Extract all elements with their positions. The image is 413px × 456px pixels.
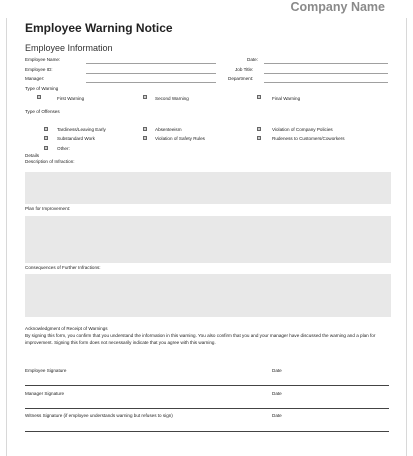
witness-signature-line[interactable] xyxy=(25,431,389,432)
absenteeism-checkbox[interactable] xyxy=(143,127,147,131)
first-warning-checkbox[interactable] xyxy=(37,95,41,99)
page-border-left xyxy=(6,18,7,456)
manager-label: Manager: xyxy=(25,76,45,81)
tardiness-label: Tardiness/Leaving Early xyxy=(57,127,106,132)
tardiness-checkbox[interactable] xyxy=(44,127,48,131)
plan-field[interactable] xyxy=(25,216,391,263)
rudeness-checkbox[interactable] xyxy=(257,136,261,140)
department-label: Department: xyxy=(228,76,254,81)
company-name: Company Name xyxy=(290,0,385,14)
rudeness-label: Rudeness to Customers/Coworkers xyxy=(272,136,345,141)
manager-field[interactable] xyxy=(86,82,216,83)
employee-info-heading: Employee Information xyxy=(25,43,113,53)
department-field[interactable] xyxy=(264,82,388,83)
page-title: Employee Warning Notice xyxy=(25,21,173,35)
final-warning-checkbox[interactable] xyxy=(257,95,261,99)
acknowledgment-heading: Acknowledgment of Receipt of Warnings xyxy=(25,326,108,331)
date-label: Date: xyxy=(247,57,258,62)
plan-label: Plan for Improvement: xyxy=(25,206,71,211)
date-field[interactable] xyxy=(264,63,388,64)
employee-id-field[interactable] xyxy=(86,73,216,74)
substandard-work-checkbox[interactable] xyxy=(44,136,48,140)
employee-name-label: Employee Name: xyxy=(25,57,61,62)
page-border-right xyxy=(406,18,407,456)
substandard-work-label: Substandard Work xyxy=(57,136,95,141)
safety-rules-checkbox[interactable] xyxy=(143,136,147,140)
description-label: Description of Infraction: xyxy=(25,159,75,164)
employee-name-field[interactable] xyxy=(86,63,216,64)
first-warning-label: First Warning xyxy=(57,96,85,101)
manager-signature-label: Manager Signature xyxy=(25,391,65,396)
company-policies-label: Violation of Company Policies xyxy=(272,127,333,132)
second-warning-checkbox[interactable] xyxy=(143,95,147,99)
manager-date-label: Date xyxy=(272,391,282,396)
consequences-label: Consequences of Further Infractions: xyxy=(25,265,101,270)
consequences-field[interactable] xyxy=(25,274,391,317)
acknowledgment-text: By signing this form, you confirm that you understand the information in this warning. You also confirm that you and your manager have discussed the warning and a plan for improvement. Signing this form does not necessarily indicate that you agree with this warning. xyxy=(25,333,376,345)
description-field[interactable] xyxy=(25,172,391,204)
type-of-offenses-heading: Type of Offenses xyxy=(25,109,60,114)
employee-signature-label: Employee Signature xyxy=(25,368,67,373)
employee-date-label: Date xyxy=(272,368,282,373)
job-title-label: Job Title: xyxy=(235,67,254,72)
witness-signature-label: Witness Signature (if employee understands warning but refuses to sign) xyxy=(25,413,173,418)
employee-signature-line[interactable] xyxy=(25,385,389,386)
company-policies-checkbox[interactable] xyxy=(257,127,261,131)
final-warning-label: Final Warning xyxy=(272,96,301,101)
safety-rules-label: Violation of Safety Rules xyxy=(155,136,205,141)
employee-id-label: Employee ID: xyxy=(25,67,53,72)
type-of-warning-heading: Type of Warning xyxy=(25,86,59,91)
other-label: Other: xyxy=(57,146,70,151)
witness-date-label: Date xyxy=(272,413,282,418)
job-title-field[interactable] xyxy=(264,73,388,74)
details-heading: Details xyxy=(25,153,40,158)
second-warning-label: Second Warning xyxy=(155,96,189,101)
other-checkbox[interactable] xyxy=(44,146,48,150)
absenteeism-label: Absenteeism xyxy=(155,127,182,132)
manager-signature-line[interactable] xyxy=(25,408,389,409)
